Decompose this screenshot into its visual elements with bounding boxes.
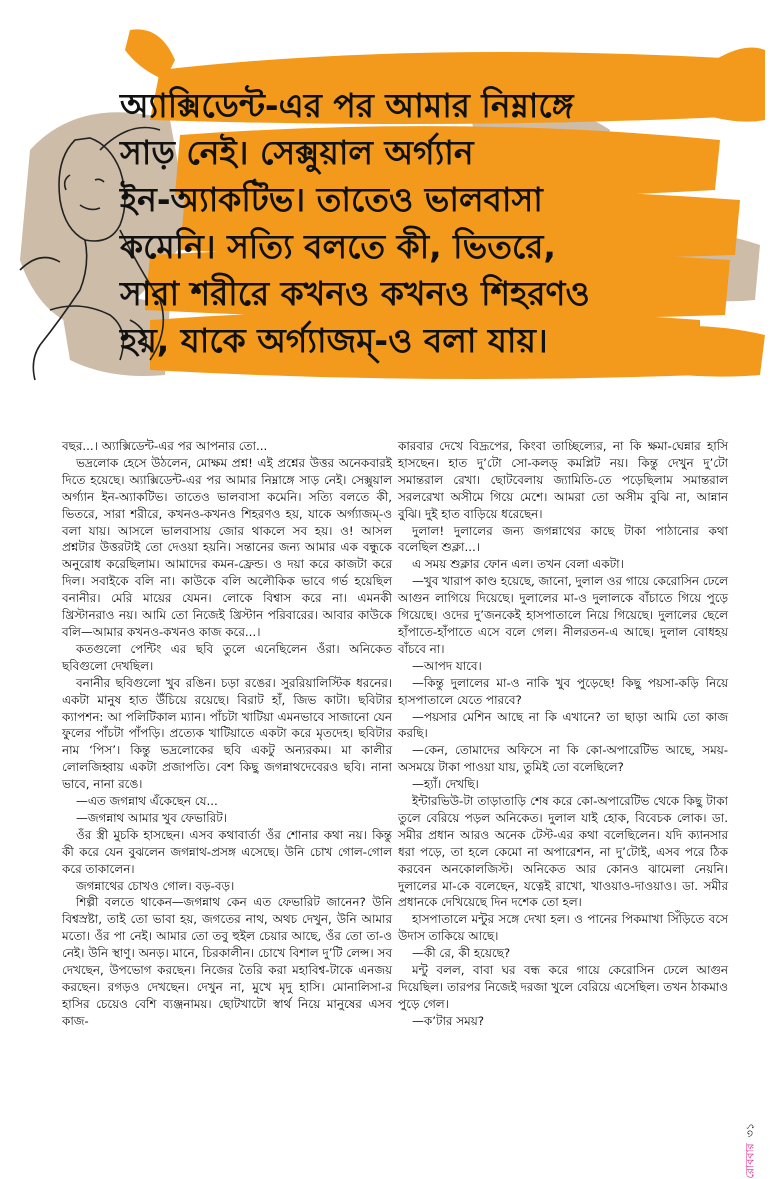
article-column-right: [398, 438, 728, 1030]
headline-line: সাড় নেই। সেক্সুয়াল অর্গ্যান: [120, 133, 474, 172]
paragraph: হাসপাতালে মন্টুর সঙ্গে দেখা হল। ও পানের পিকমাখা সিঁড়িতে বসে উদাস তাকিয়ে আছে।: [398, 912, 728, 944]
paragraph: কারবার দেখে বিদ্রূপের, কিংবা তাচ্ছিল্যের, না কি ক্ষমা-ঘেন্নার হাসি হাসছেন। হাত দু’টো সো-কলড্‌ কমপ্লিট নয়। কিন্তু দেখুন দু’টো সমান্তরাল রেখা। ছোটবেলায় জ্যামিতি-তে পড়েছিলাম সমান্তরাল সরলরেখা অসীমে গিয়ে মেশে। আমরা তো অসীম বুঝি না, আন্নান বুঝি। দুই হাত বাড়িয়ে ধরেছেন।: [398, 439, 728, 521]
paragraph: বনানীর ছবিগুলো খুব রঙিন। চড়া রঙের। সুররিয়ালিস্টিক ধরনের। একটা মানুষ হাত উঁচিয়ে রয়েছে। বিরাট হাঁ, জিভ কাটা। ছবিটার ক্যাপশন: আ পলিটিকাল ম্যান। পাঁচটা খাটিয়া এমনভাবে সাজানো যেন ফুলের পাঁচটা পাঁপড়ি। প্রত্যেক খাটিয়াতে একটা করে মৃতদেহ। ছবিটার নাম ‘পিস’। কিন্তু ভদ্রলোকের ছবি একটু অন্যরকম। মা কালীর লোলজিহ্বায় একটা প্রজাপতি। বেশ কিছু জগন্নাথদেবেরও ছবি। নানা ভাবে, নানা রঙে।: [62, 675, 392, 792]
headline-line: সারা শরীরে কখনও কখনও শিহরণও: [120, 274, 590, 313]
paragraph: এ সময় শুক্লার ফোন এল। তখন বেলা একটা।: [412, 557, 624, 572]
paragraph: জগন্নাথের চোখও গোল। বড়-বড়।: [76, 878, 235, 893]
headline-line: ইন-অ্যাকটিভ। তাতেও ভালবাসা: [120, 180, 543, 219]
paragraph: —ক’টার সময়?: [412, 1013, 485, 1028]
paragraph: —হ্যাঁ। দেখছি।: [412, 777, 479, 792]
paragraph: শিল্পী বলতে থাকেন—জগন্নাথ কেন এত ফেভারিট জানেন? উনি বিশ্বস্রষ্টা, তাই তো ভাবা হয়, জগতের নাথ, অথচ দেখুন, উনি আমার মতো। ওঁর পা নেই। আমার তো তবু হুইল চেয়ার আছে, ওঁর তো তা-ও নেই। উনি স্থাণু। অনড়। মানে, চিরকালীন। চোখে বিশাল দু’টি লেন্স। সব দেখছেন, উপভোগ করছেন। নিজের তৈরি করা মহাবিশ্ব-টাকে এনজয় করছেন। রগড়ও দেখছেন। দেখুন না, মুখে মৃদু হাসি। মোনালিসা-র হাসির চেয়েও বেশি ব্যঞ্জনাময়। ছোটখাটো স্বার্থ নিয়ে মানুষের এসব কাজ-: [62, 895, 392, 1028]
magazine-name: রোববার: [743, 1143, 756, 1179]
paragraph: ভদ্রলোক হেসে উঠলেন, মোক্ষম প্রশ্ন! এই প্রশ্নের উত্তর অনেকবারই দিতে হয়েছে। অ্যাক্সিডেন্ট-এর পর আমার নিম্নাঙ্গে সাড় নেই। সেক্সুয়াল অর্গ্যান ইন-অ্যাকটিভ। তাতেও ভালবাসা কমেনি। সত্যি বলতে কী, ভিতরে, সারা শরীরে, কখনও-কখনও শিহরণও হয়, যাকে অর্গ্যাজম্‌-ও বলা যায়। আসলে ভালবাসায় জোর থাকলে সব হয়। ও! আসল প্রশ্নটার উত্তরটাই তো দেওয়া হয়নি। সন্তানের জন্য আমার এক বন্ধুকে অনুরোধ করেছিলাম। আমাদের কমন-ফ্রেন্ড। ও দয়া করে কাজটা করে দিল। সবাইকে বলি না। কাউকে বলি অলৌকিক ভাবে গর্ভ হয়েছিল বনানীর। মেরি মায়ের যেমন। লোকে বিশ্বাস করে না। এমনকী খ্রিস্টানরাও নয়। আমি তো নিজেই খ্রিস্টান পরিবারের। আবার কাউকে বলি—আমার কখনও-কখনও কাজ করে...।: [62, 455, 392, 639]
headline: [120, 82, 760, 364]
paragraph: ইন্টারভিউ-টা তাড়াতাড়ি শেষ করে কো-অপারেটিভ থেকে কিছু টাকা তুলে বেরিয়ে পড়ল অনিকেত। দুলাল যাই হোক, বিবেচক লোক। ডা. সমীর প্রধান আরও অনেক টেস্ট-এর কথা বলেছিলেন। যদি ক্যানসার ধরা পড়ে, তা হলে কেমো না অপারেশন, না দু’টোই, এসব পরে ঠিক করবেন অনকোলজিস্ট। অনিকেত আর কোনও ঝামেলা নেয়নি। দুলালের মা-কে বলেছেন, যত্নেই রাখো, খাওয়াও-দাওয়াও। ডা. সমীর প্রধানকে দেখিয়েছে দিন দশেক তো হল।: [398, 794, 728, 910]
paragraph: —পয়সার মেশিন আছে না কি এখানে? তা ছাড়া আমি তো কাজ করছি।: [398, 709, 728, 741]
paragraph: —আপদ যাবে।: [412, 658, 482, 673]
paragraph: —কিন্তু দুলালের মা-ও নাকি খুব পুড়েছে! কিছু পয়সা-কড়ি নিয়ে হাসপাতালে যেতে পারবে?: [398, 675, 728, 707]
paragraph: —জগন্নাথ আমার খুব ফেভারিট।: [76, 810, 227, 825]
headline-line: অ্যাক্সিডেন্ট-এর পর আমার নিম্নাঙ্গে: [120, 86, 574, 125]
article-column-left: [62, 438, 392, 1030]
paragraph: মন্টু বলল, বাবা ঘর বন্ধ করে গায়ে কেরোসিন ঢেলে আগুন দিয়েছিল। তারপর নিজেই দরজা খুলে বেরিয়ে এসেছিল। তখন ঠাকমাও পুড়ে গেল।: [398, 963, 728, 1011]
paragraph: ওঁর স্ত্রী মুচকি হাসছেন। এসব কথাবার্তা ওঁর শোনার কথা নয়। কিন্তু কী করে যেন বুঝলেন জগন্নাথ-প্রসঙ্গ এসেছে। উনি চোখ গোল-গোল করে তাকালেন।: [62, 827, 392, 876]
page-footer: [741, 1123, 760, 1179]
paragraph: বছর...। অ্যাক্সিডেন্ট-এর পর আপনার তো...: [62, 439, 268, 453]
paragraph: —এত জগন্নাথ এঁকেছেন যে...: [76, 794, 218, 809]
paragraph: —খুব খারাপ কাণ্ড হয়েছে, জানো, দুলাল ওর গায়ে কেরোসিন ঢেলে আগুন লাগিয়ে দিয়েছে। দুলালের মা-ও দুলালকে বাঁচাতে গিয়ে পুড়ে গিয়েছে। ওদের দু’জনকেই হাসপাতালে নিয়ে গিয়েছে। দুলালের ছেলে হাঁপাতে-হাঁপাতে এসে বলে গেল। নীলরতন-এ আছে। দুলাল বোধহয় বাঁচবে না।: [398, 574, 728, 656]
headline-line: হয়, যাকে অর্গ্যাজম্‌-ও বলা যায়।: [120, 321, 548, 360]
paragraph: দুলাল! দুলালের জন্য জগন্নাথের কাছে টাকা পাঠানোর কথা বলেছিল শুক্লা...।: [398, 523, 728, 555]
page-number: ৩১: [743, 1123, 756, 1138]
headline-line: কমেনি। সত্যি বলতে কী, ভিতরে,: [120, 227, 556, 266]
paragraph: —কী রে, কী হয়েছে?: [412, 946, 511, 961]
paragraph: কতগুলো পেন্টিং এর ছবি তুলে এনেছিলেন ওঁরা। অনিকেত ছবিগুলো দেখছিল।: [62, 641, 392, 673]
paragraph: —কেন, তোমাদের অফিসে না কি কো-অপারেটিভ আছে, সময়-অসময়ে টাকা পাওয়া যায়, তুমিই তো বলেছিলে?: [398, 743, 728, 775]
